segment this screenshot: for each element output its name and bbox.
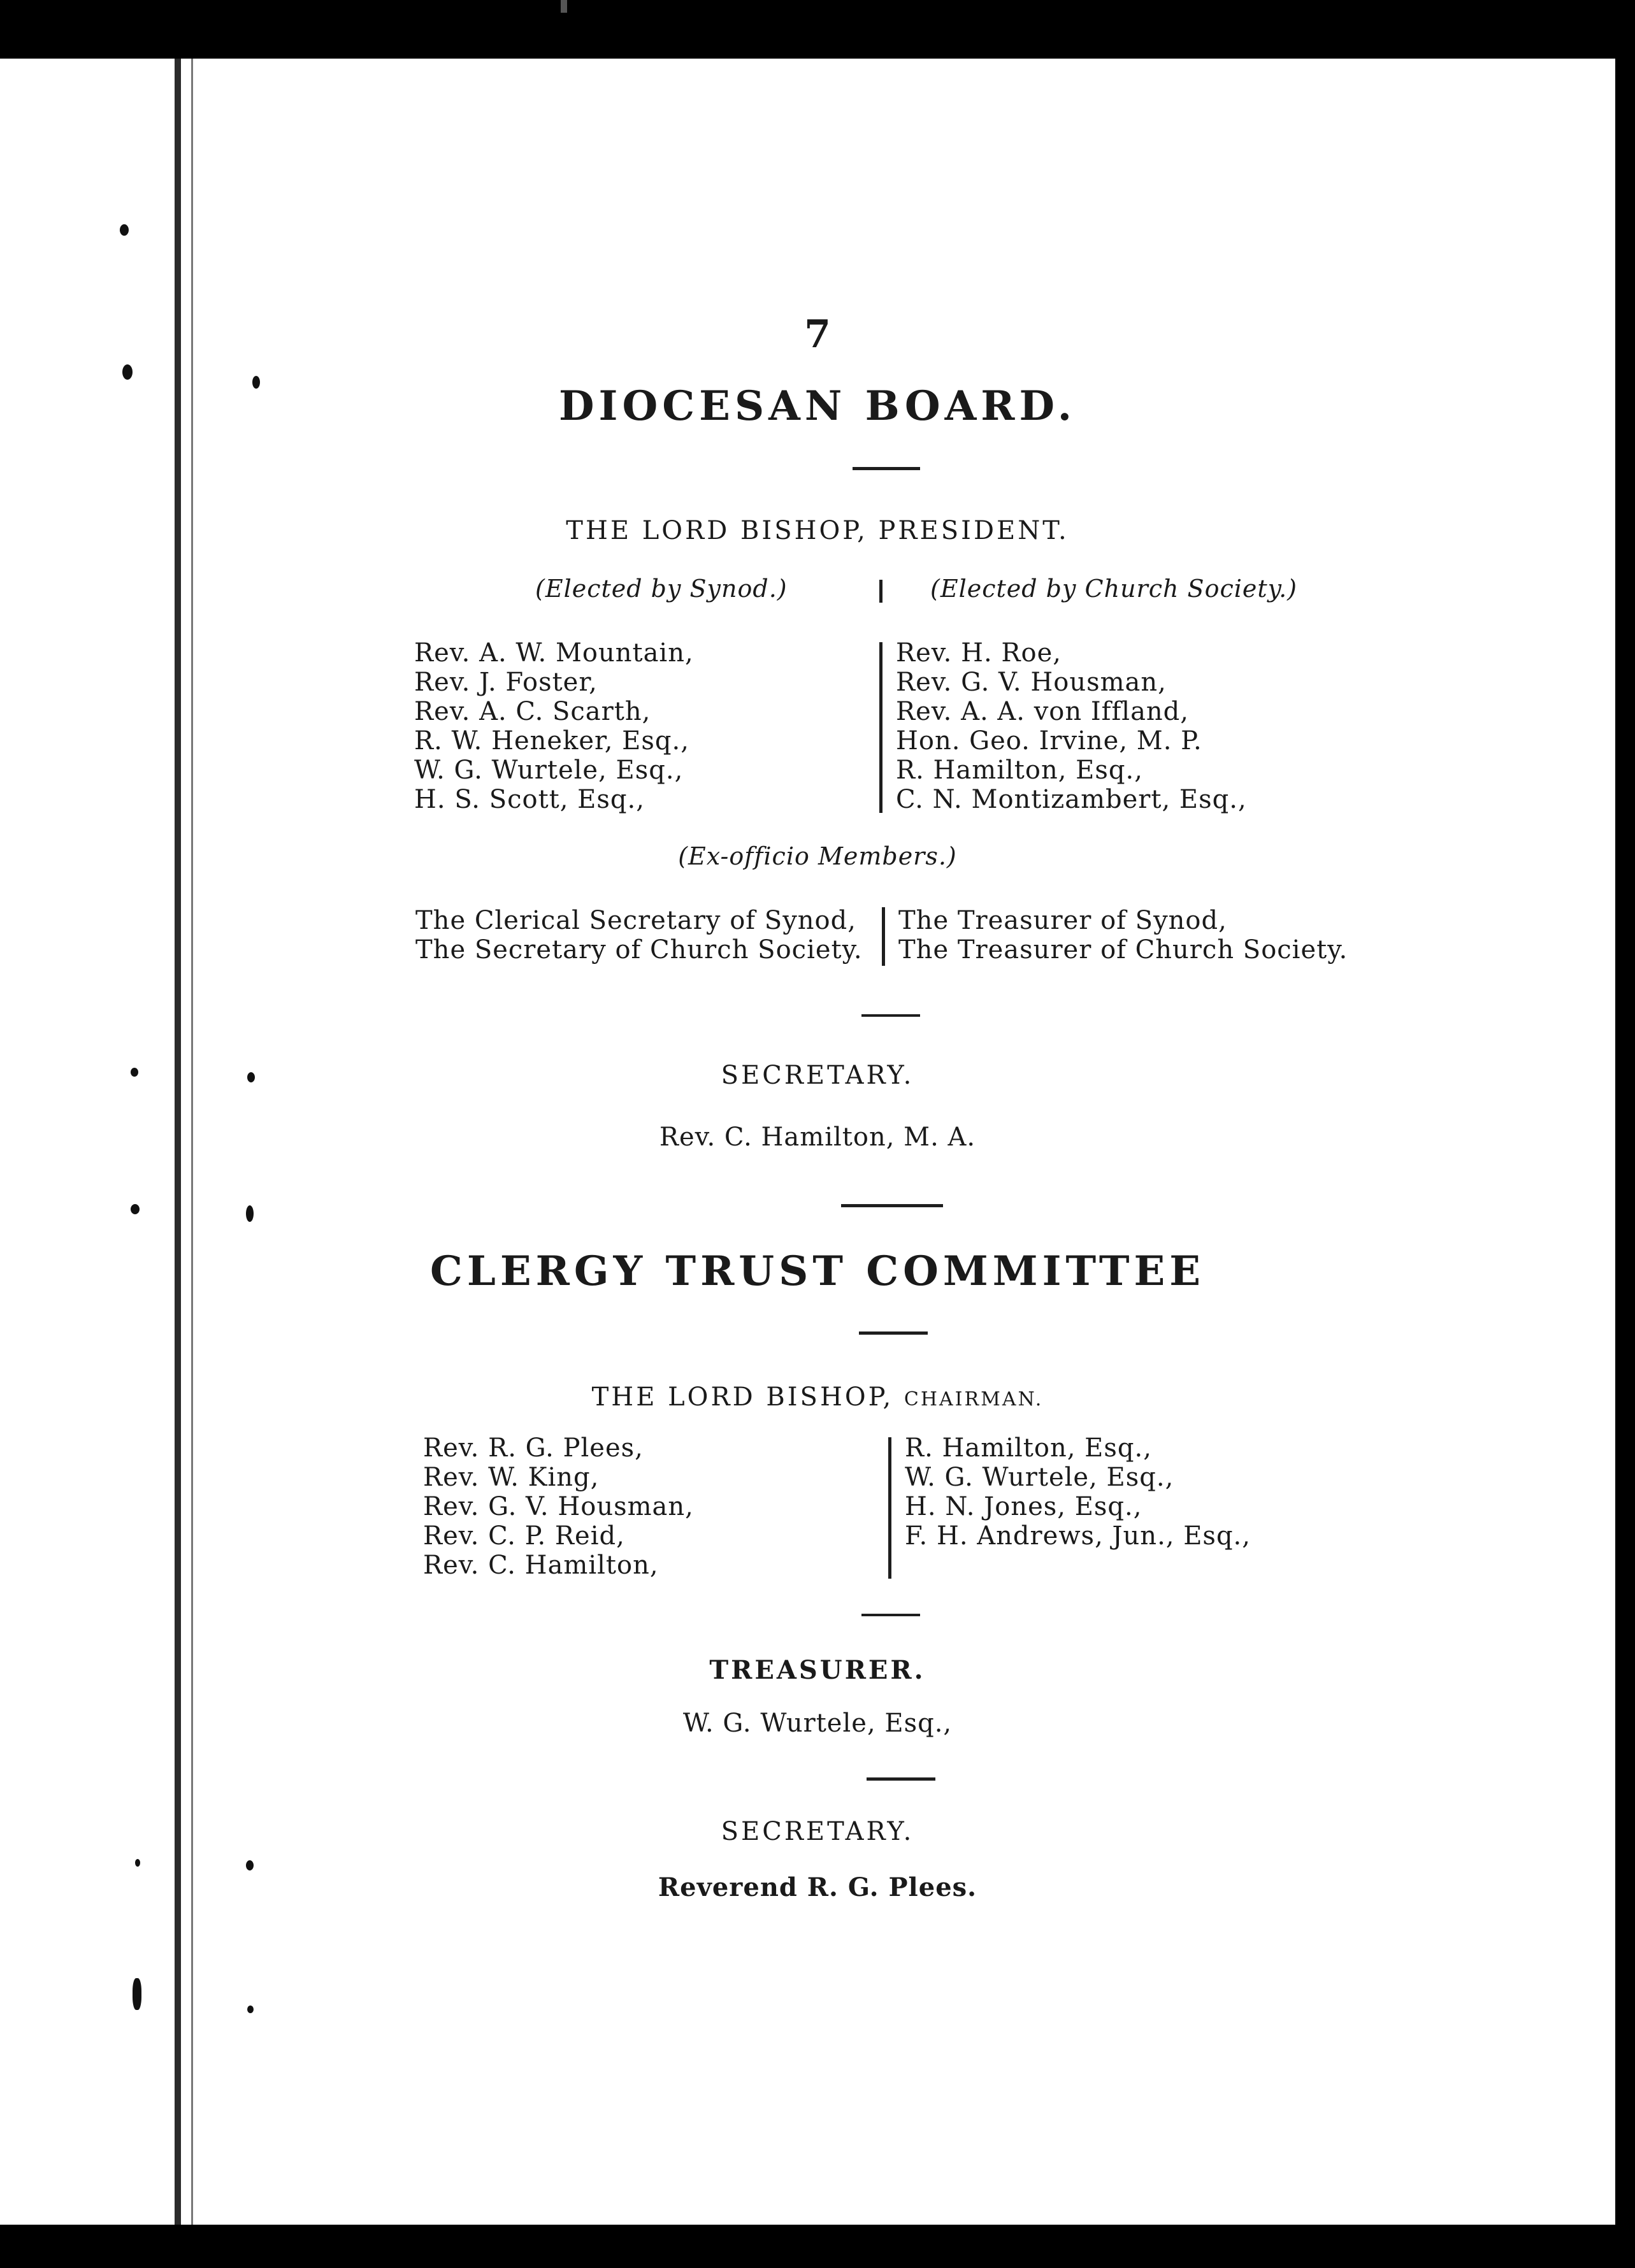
clergy-member-list <box>423 1433 694 1580</box>
treasurer-name: W. G. Wurtele, Esq., <box>682 1709 953 1738</box>
scan-speck <box>246 1860 254 1870</box>
list-item: Rev. A. W. Mountain, <box>414 638 694 668</box>
list-item: R. Hamilton, Esq., <box>905 1433 1152 1463</box>
section-divider <box>841 1204 943 1207</box>
list-item: W. G. Wurtele, Esq., <box>905 1463 1174 1492</box>
scan-speck <box>133 1978 141 2010</box>
secretary-heading: SECRETARY. <box>721 1061 914 1090</box>
chairman-role: CHAIRMAN. <box>904 1388 1044 1410</box>
list-item: H. S. Scott, Esq., <box>414 785 645 814</box>
section-divider <box>861 1014 920 1017</box>
synod-column-heading: (Elected by Synod.) <box>535 575 788 603</box>
scan-speck <box>561 0 567 13</box>
committee-secretary-name: Reverend R. G. Plees. <box>658 1872 977 1902</box>
list-item: Rev. A. C. Scarth, <box>414 697 651 726</box>
secretary-name: Rev. C. Hamilton, M. A. <box>659 1123 976 1152</box>
scan-speck <box>122 364 133 380</box>
diocesan-board-title: DIOCESAN BOARD. <box>559 382 1076 430</box>
section-divider <box>859 1331 928 1335</box>
chairman-name: THE LORD BISHOP, <box>591 1382 904 1412</box>
list-item: Rev. C. P. Reid, <box>423 1521 625 1551</box>
church-society-member-list <box>896 638 1247 814</box>
ex-officio-heading: (Ex-officio Members.) <box>678 842 957 870</box>
ex-officio-left-list <box>415 906 863 965</box>
list-item: Rev. H. Roe, <box>896 638 1062 668</box>
list-item: The Treasurer of Church Society. <box>898 935 1348 965</box>
synod-member-list <box>414 638 694 814</box>
clergy-trust-title: CLERGY TRUST COMMITTEE <box>429 1247 1206 1295</box>
list-item: Hon. Geo. Irvine, M. P. <box>896 726 1202 756</box>
scan-speck <box>135 1859 140 1867</box>
scan-speck <box>120 224 129 236</box>
section-divider <box>867 1777 935 1781</box>
list-item: Rev. W. King, <box>423 1463 600 1492</box>
column-separator <box>882 907 885 966</box>
scan-speck <box>246 1205 254 1222</box>
list-item: R. W. Heneker, Esq., <box>414 726 689 756</box>
committee-secretary-heading: SECRETARY. <box>721 1817 914 1846</box>
section-divider <box>861 1614 920 1616</box>
list-item: C. N. Montizambert, Esq., <box>896 785 1247 814</box>
list-item: The Secretary of Church Society. <box>415 935 863 965</box>
scan-speck <box>131 1204 140 1214</box>
president-line: THE LORD BISHOP, PRESIDENT. <box>566 516 1069 545</box>
list-item: Rev. G. V. Housman, <box>423 1492 694 1521</box>
list-item: The Treasurer of Synod, <box>898 906 1227 935</box>
list-item: F. H. Andrews, Jun., Esq., <box>905 1521 1251 1551</box>
section-divider <box>853 467 920 470</box>
lay-member-list <box>905 1433 1251 1551</box>
list-item: W. G. Wurtele, Esq., <box>414 756 684 785</box>
list-item: Rev. C. Hamilton, <box>423 1551 659 1580</box>
list-item: The Clerical Secretary of Synod, <box>415 906 856 935</box>
list-item: Rev. R. G. Plees, <box>423 1433 644 1463</box>
list-item: Rev. J. Foster, <box>414 668 598 697</box>
treasurer-heading: TREASURER. <box>709 1655 926 1685</box>
list-item: Rev. G. V. Housman, <box>896 668 1167 697</box>
column-separator <box>888 1437 891 1579</box>
page-number: 7 <box>804 312 831 357</box>
ex-officio-right-list <box>898 906 1348 965</box>
list-item: R. Hamilton, Esq., <box>896 756 1143 785</box>
list-item: H. N. Jones, Esq., <box>905 1492 1142 1521</box>
church-society-column-heading: (Elected by Church Society.) <box>930 575 1297 603</box>
list-item: Rev. A. A. von Iffland, <box>896 697 1189 726</box>
chairman-line <box>0 1382 1635 1412</box>
column-separator <box>879 642 882 813</box>
column-separator <box>879 580 882 603</box>
scan-speck <box>247 2006 254 2013</box>
